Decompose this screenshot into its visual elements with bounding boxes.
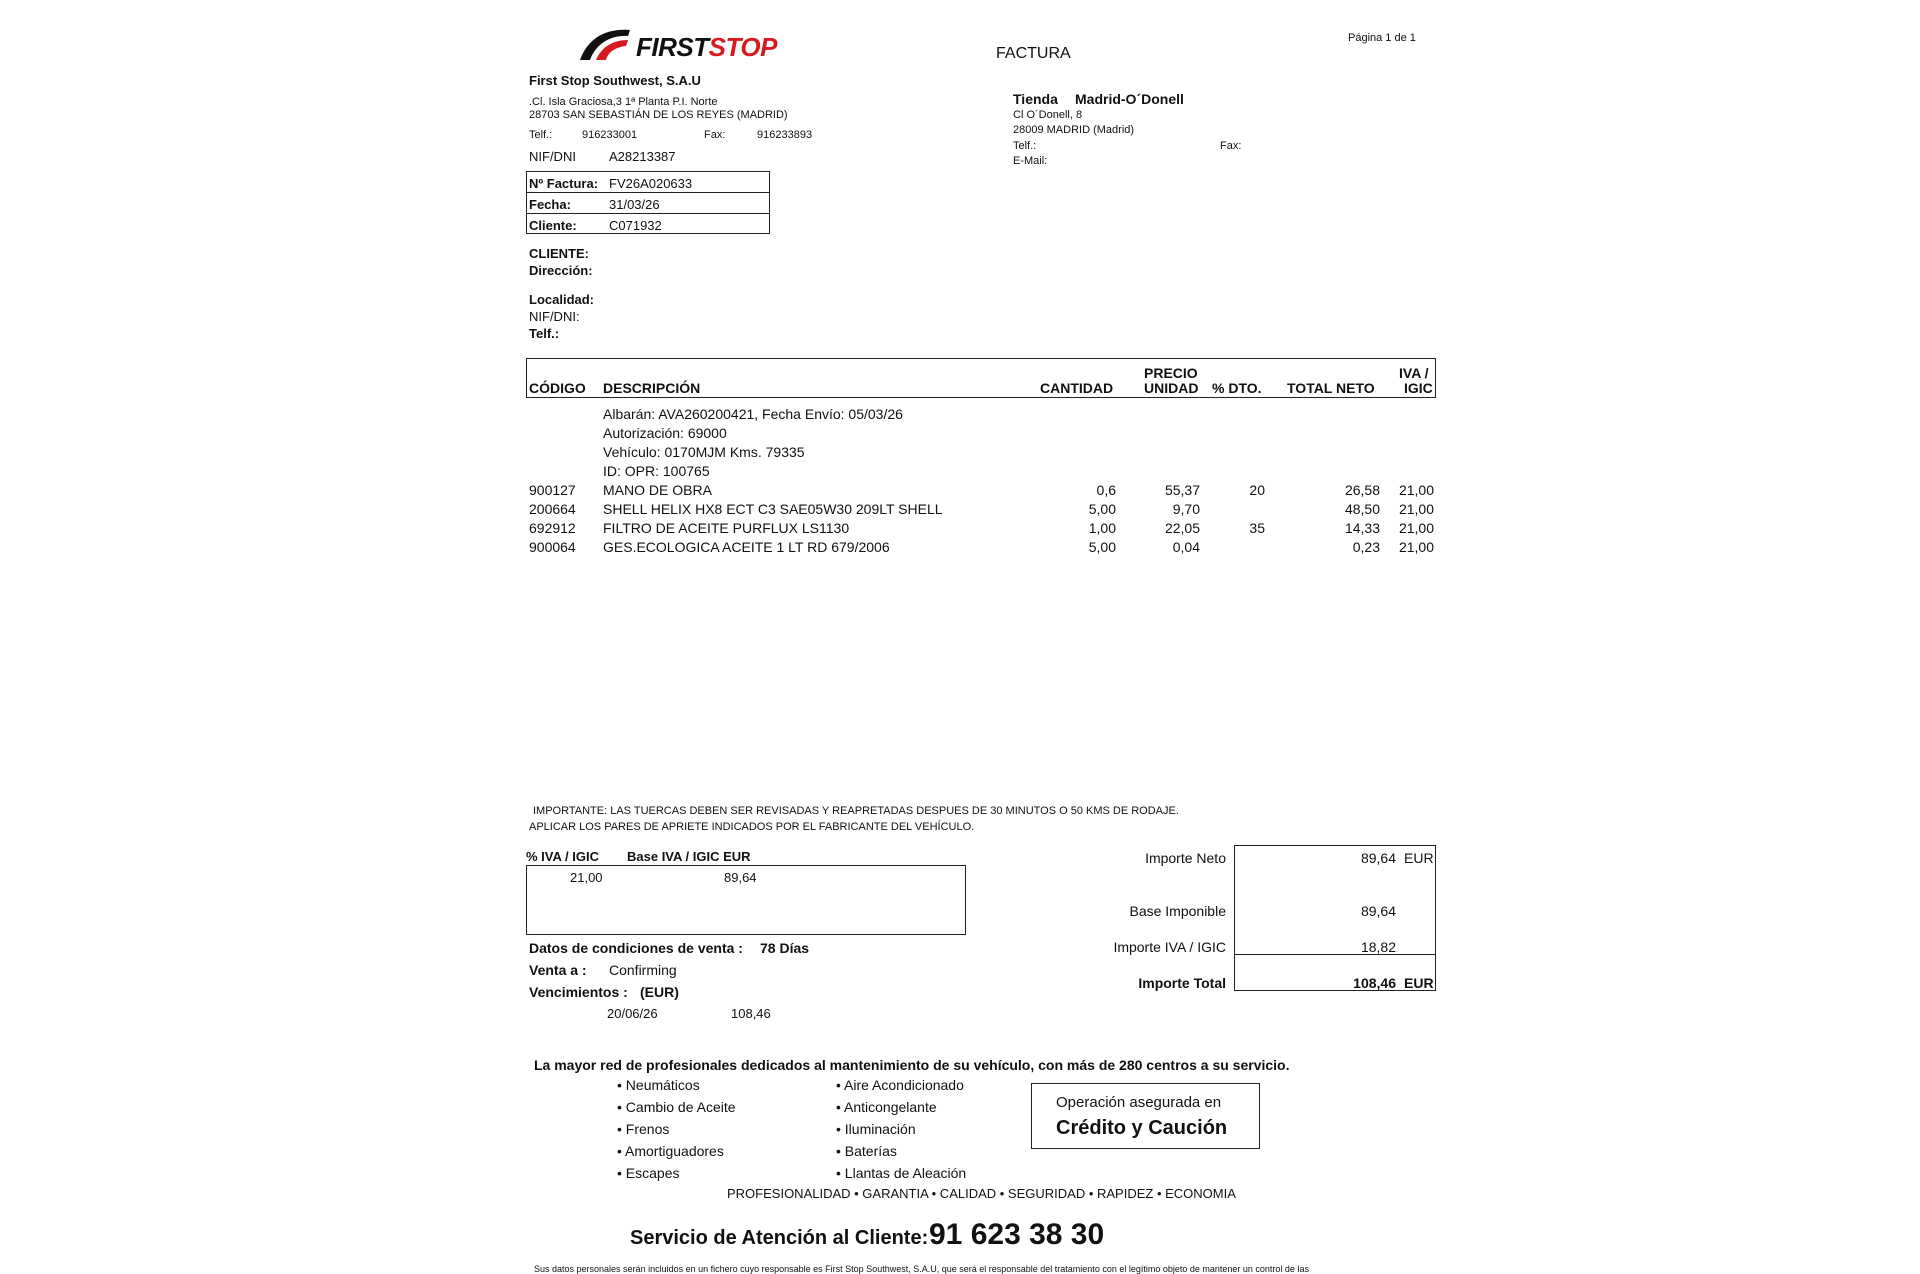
invoice-date-label: Fecha: [529, 197, 571, 212]
client-locality-label: Localidad: [529, 292, 595, 307]
row-vat: 21,00 [1398, 539, 1434, 555]
row-code: 200664 [529, 501, 576, 517]
total-amount: 108,46 [1353, 975, 1396, 991]
important-notice-1: IMPORTANTE: LAS TUERCAS DEBEN SER REVISADAS Y REAPRETADAS DESPUES DE 30 MINUTOS O 50 KMS DE RODAJE. [533, 805, 1179, 817]
taxable-base-label: Base Imponible [1129, 903, 1226, 919]
insurance-line-2: Crédito y Caución [1056, 1117, 1228, 1139]
due-label: Vencimientos : [529, 984, 628, 1000]
col-net-header: TOTAL NETO [1287, 380, 1375, 396]
vat-rate: 21,00 [570, 870, 603, 885]
sale-to-label: Venta a : [529, 962, 587, 978]
invoice-date: 31/03/26 [609, 197, 660, 212]
sale-to-value: Confirming [609, 962, 677, 978]
due-amount: 108,46 [731, 1006, 771, 1021]
item-note: Autorización: 69000 [603, 425, 727, 441]
customer-service-label: Servicio de Atención al Cliente: [630, 1227, 929, 1249]
vat-amount-label: Importe IVA / IGIC [1113, 939, 1226, 955]
client-tel-label: Telf.: [529, 326, 560, 341]
row-code: 900064 [529, 539, 576, 555]
row-qty: 5,00 [1088, 501, 1116, 517]
sale-conditions-value: 78 Días [760, 940, 810, 956]
service-item: • Escapes [617, 1165, 680, 1181]
company-fax: 916233893 [757, 129, 813, 141]
row-net: 14,33 [1344, 520, 1380, 536]
company-nif: A28213387 [609, 149, 676, 164]
sale-conditions-label: Datos de condiciones de venta : [529, 940, 743, 956]
promo-headline: La mayor red de profesionales dedicados al mantenimiento de su vehículo, con más de 280 centros a su servicio. [534, 1057, 1290, 1073]
service-item: • Aire Acondicionado [836, 1077, 964, 1093]
row-disc: 35 [1249, 520, 1265, 536]
logo-wordmark: FIRSTSTOP [636, 32, 777, 62]
col-qty-header: CANTIDAD [1040, 380, 1114, 396]
row-disc: 20 [1249, 482, 1265, 498]
total-currency: EUR [1404, 975, 1434, 991]
due-date: 20/06/26 [607, 1006, 658, 1021]
client-name-label: CLIENTE: [529, 246, 589, 261]
invoice-client: C071932 [609, 218, 662, 233]
col-code-header: CÓDIGO [529, 380, 586, 396]
privacy-notice: Sus datos personales serán incluidos en un fichero cuyo responsable es First Stop Southwest, S.A.U, que será el responsable del tratamiento con el legítimo objeto de mantener un control de las [534, 1264, 1309, 1274]
firststop-logo [578, 24, 788, 64]
company-tel-label: Telf.: [529, 129, 553, 141]
net-currency: EUR [1404, 850, 1434, 866]
taxable-base: 89,64 [1360, 903, 1396, 919]
company-tel: 916233001 [582, 129, 638, 141]
invoice-number: FV26A020633 [609, 176, 693, 191]
logo-swoosh-icon [578, 24, 634, 64]
row-desc: GES.ECOLOGICA ACEITE 1 LT RD 679/2006 [603, 539, 890, 555]
col-vat-header-2: IGIC [1404, 380, 1433, 396]
store-fax-label: Fax: [1220, 140, 1242, 152]
col-disc-header: % DTO. [1212, 380, 1262, 396]
vat-rate-header: % IVA / IGIC [526, 849, 599, 864]
invoice-client-label: Cliente: [529, 218, 577, 233]
row-code: 692912 [529, 520, 576, 536]
row-qty: 5,00 [1088, 539, 1116, 555]
company-nif-label: NIF/DNI [529, 149, 576, 164]
service-item: • Amortiguadores [617, 1143, 724, 1159]
item-note: Vehículo: 0170MJM Kms. 79335 [603, 444, 805, 460]
store-name: Madrid-O´Donell [1075, 91, 1184, 107]
net-amount-label: Importe Neto [1145, 850, 1226, 866]
company-name: First Stop Southwest, S.A.U [529, 73, 701, 88]
company-values: PROFESIONALIDAD • GARANTIA • CALIDAD • SEGURIDAD • RAPIDEZ • ECONOMIA [727, 1186, 1236, 1201]
total-amount-label: Importe Total [1138, 975, 1226, 991]
service-item: • Llantas de Aleación [836, 1165, 967, 1181]
page-number: Página 1 de 1 [1348, 32, 1416, 44]
row-vat: 21,00 [1398, 520, 1434, 536]
invoice-number-label: Nº Factura: [529, 176, 599, 191]
row-code: 900127 [529, 482, 576, 498]
row-desc: SHELL HELIX HX8 ECT C3 SAE05W30 209LT SHELL [603, 501, 943, 517]
store-label: Tienda [1013, 91, 1058, 107]
store-address-2: 28009 MADRID (Madrid) [1013, 124, 1135, 136]
row-price: 9,70 [1172, 501, 1200, 517]
row-net: 48,50 [1344, 501, 1380, 517]
service-item: • Iluminación [836, 1121, 916, 1137]
insurance-line-1: Operación asegurada en [1056, 1094, 1222, 1111]
col-desc-header: DESCRIPCIÓN [603, 380, 701, 396]
vat-base-header: Base IVA / IGIC EUR [627, 849, 751, 864]
service-item: • Frenos [617, 1121, 670, 1137]
store-email-label: E-Mail: [1013, 155, 1048, 167]
client-nif-label: NIF/DNI: [529, 309, 580, 324]
vat-amount: 18,82 [1360, 939, 1396, 955]
service-item: • Baterías [836, 1143, 897, 1159]
row-price: 55,37 [1164, 482, 1200, 498]
company-address-1: .Cl. Isla Graciosa,3 1ª Planta P.I. Norte [529, 96, 718, 108]
service-item: • Anticongelante [836, 1099, 937, 1115]
document-title: FACTURA [996, 45, 1071, 62]
company-address-2: 28703 SAN SEBASTIÁN DE LOS REYES (MADRID) [529, 109, 788, 121]
vat-base: 89,64 [724, 870, 757, 885]
company-fax-label: Fax: [704, 129, 726, 141]
service-item: • Cambio de Aceite [617, 1099, 736, 1115]
customer-service-phone: 91 623 38 30 [929, 1218, 1105, 1251]
col-price-header-1: PRECIO [1144, 365, 1198, 381]
important-notice-2: APLICAR LOS PARES DE APRIETE INDICADOS POR EL FABRICANTE DEL VEHÍCULO. [529, 821, 975, 833]
item-note: ID: OPR: 100765 [603, 463, 710, 479]
col-vat-header-1: IVA / [1399, 365, 1429, 381]
store-address-1: Cl O´Donell, 8 [1013, 109, 1083, 121]
col-price-header-2: UNIDAD [1144, 380, 1199, 396]
row-desc: MANO DE OBRA [603, 482, 712, 498]
client-address-label: Dirección: [529, 263, 593, 278]
row-desc: FILTRO DE ACEITE PURFLUX LS1130 [603, 520, 850, 536]
item-note: Albarán: AVA260200421, Fecha Envío: 05/03/26 [603, 406, 903, 422]
service-item: • Neumáticos [617, 1077, 700, 1093]
store-tel-label: Telf.: [1013, 140, 1037, 152]
row-price: 22,05 [1164, 520, 1200, 536]
row-net: 0,23 [1352, 539, 1380, 555]
row-qty: 0,6 [1096, 482, 1116, 498]
row-net: 26,58 [1344, 482, 1380, 498]
net-amount: 89,64 [1360, 850, 1396, 866]
row-price: 0,04 [1172, 539, 1200, 555]
row-vat: 21,00 [1398, 482, 1434, 498]
row-vat: 21,00 [1398, 501, 1434, 517]
row-qty: 1,00 [1088, 520, 1116, 536]
due-currency: (EUR) [640, 984, 679, 1000]
